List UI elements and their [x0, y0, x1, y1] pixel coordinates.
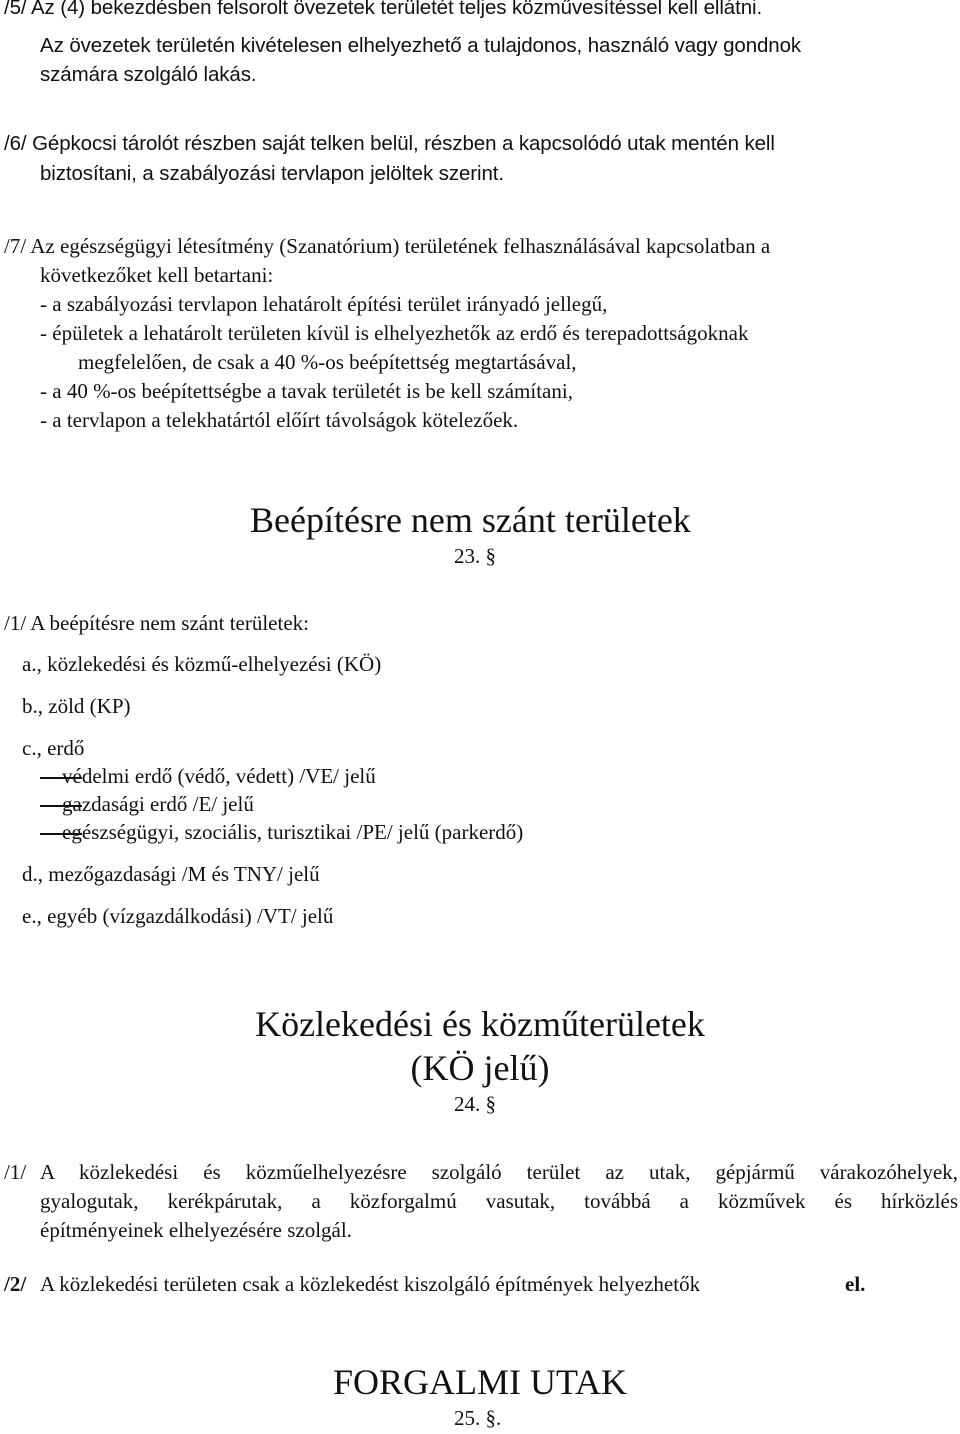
- section24-paragraph: 24. §: [454, 1092, 496, 1116]
- p6-line2: biztosítani, a szabályozási tervlapon jelöltek szerint.: [40, 162, 504, 185]
- section25-title: FORGALMI UTAK: [332, 1362, 628, 1402]
- p7-item2a: - épületek a lehatárolt területen kívül is elhelyezhetők az erdő és terepadottságoknak: [40, 321, 749, 345]
- list-item-c2: gazdasági erdő /E/ jelű: [62, 792, 254, 816]
- section23-paragraph: 23. §: [454, 544, 496, 568]
- section24-title: Közlekedési és közműterületek: [255, 1004, 705, 1044]
- p24-1-line2: gyalogutak, kerékpárutak, a közforgalmú vasutak, továbbá a közművek és hírközlés: [40, 1189, 958, 1213]
- p7-item3: - a 40 %-os beépítettségbe a tavak területét is be kell számítani,: [40, 379, 573, 403]
- p24-1-line3: építményeinek elhelyezésére szolgál.: [40, 1218, 352, 1242]
- p24-2-number: /2/: [4, 1272, 27, 1296]
- section23-intro: /1/ A beépítésre nem szánt területek:: [4, 611, 309, 635]
- p24-1-number: /1/: [4, 1160, 27, 1184]
- list-item-b: b., zöld (KP): [22, 694, 131, 718]
- list-item-e: e., egyéb (vízgazdálkodási) /VT/ jelű: [22, 904, 334, 928]
- p5-line3: számára szolgáló lakás.: [40, 63, 257, 86]
- section24-subtitle: (KÖ jelű): [410, 1048, 550, 1088]
- list-item-c3: egészségügyi, szociális, turisztikai /PE/ jelű (parkerdő): [62, 820, 524, 844]
- section23-title: Beépítésre nem szánt területek: [250, 500, 691, 540]
- section25-paragraph: 25. §.: [454, 1406, 502, 1430]
- p5-line1: /5/ Az (4) bekezdésben felsorolt övezetek területét teljes közművesítéssel kell ellátni.: [4, 0, 763, 19]
- p7-item2b: megfelelően, de csak a 40 %-os beépítettség megtartásával,: [78, 350, 577, 374]
- p6-line1: /6/ Gépkocsi tárolót részben saját telken belül, részben a kapcsolódó utak mentén kell: [4, 132, 775, 155]
- list-item-a: a., közlekedési és közmű-elhelyezési (KÖ): [22, 652, 382, 676]
- list-item-d: d., mezőgazdasági /M és TNY/ jelű: [22, 862, 320, 886]
- p7-item4: - a tervlapon a telekhatártól előírt távolságok kötelezőek.: [40, 408, 519, 432]
- p24-1-line1: A közlekedési és közműelhelyezésre szolgáló terület az utak, gépjármű várakozóhelyek,: [40, 1160, 958, 1184]
- p24-2-end: el.: [845, 1272, 866, 1296]
- p5-line2: Az övezetek területén kivételesen elhelyezhető a tulajdonos, használó vagy gondnok: [40, 34, 802, 57]
- p7-item1: - a szabályozási tervlapon lehatárolt építési terület irányadó jellegű,: [40, 292, 608, 316]
- p24-2-text: A közlekedési területen csak a közlekedést kiszolgáló építmények helyezhetők: [40, 1272, 701, 1296]
- p7-line1: /7/ Az egészségügyi létesítmény (Szanatórium) területének felhasználásával kapcsolatban a: [4, 234, 771, 258]
- list-item-c: c., erdő: [22, 736, 85, 760]
- list-item-c1: védelmi erdő (védő, védett) /VE/ jelű: [62, 764, 376, 788]
- p7-line2: következőket kell betartani:: [40, 263, 274, 287]
